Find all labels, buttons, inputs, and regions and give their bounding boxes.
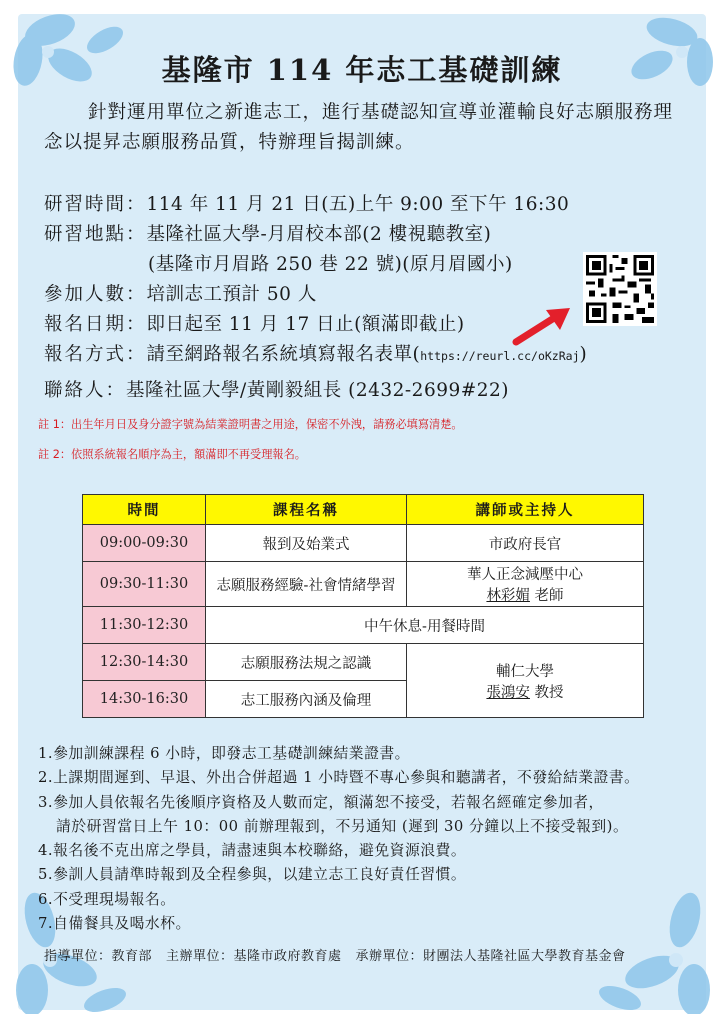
time-cell: 12:30-14:30: [83, 644, 206, 681]
rule-item: 1.參加訓練課程 6 小時，即發志工基礎訓練結業證書。: [38, 745, 410, 762]
info-contact: [44, 376, 509, 402]
intro-paragraph: 針對運用單位之新進志工，進行基礎認知宣導並灌輸良好志願服務理念以提昇志願服務品質，特辦理旨揭訓練。: [44, 102, 674, 153]
header-course: 課程名稱: [206, 495, 407, 525]
place-label: 研習地點：: [44, 224, 147, 245]
footer-units: [44, 945, 640, 964]
table-row: [83, 525, 644, 562]
page-title: 基隆市 114 年志工基礎訓練: [161, 53, 563, 87]
place-address: (基隆市月眉路 250 巷 22 號)(原月眉國小): [148, 254, 513, 275]
contact-label: 聯絡人：: [44, 380, 127, 401]
table-header-row: [83, 495, 644, 525]
header-host: 講師或主持人: [407, 495, 644, 525]
rule-item: 4.報名後不克出席之學員，請盡速與本校聯絡，避免資源浪費。: [38, 842, 467, 860]
deadline-label: 報名日期：: [44, 314, 147, 335]
time-value: 114 年 11 月 21 日(五)上午 9:00 至下午 16:30: [146, 194, 570, 215]
place-value: 基隆社區大學-月眉校本部(2 樓視聽教室): [146, 224, 492, 245]
host-person-line: [407, 584, 643, 605]
host-cell: 市政府長官: [407, 525, 644, 562]
host-title: 教授: [529, 684, 564, 701]
count-value: 培訓志工預計 50 人: [146, 284, 317, 305]
rules-list: [38, 742, 639, 936]
footer-guide: 指導單位：教育部: [44, 949, 153, 964]
info-method: [44, 340, 587, 366]
rule-item: 7.自備餐具及喝水杯。: [38, 915, 191, 933]
info-place-address: [148, 250, 513, 276]
time-cell: 09:30-11:30: [83, 562, 206, 607]
deadline-value: 即日起至 11 月 17 日止(額滿即截止): [146, 314, 465, 335]
method-close: ): [579, 344, 588, 365]
host-cell: [407, 644, 644, 718]
footer-host: 主辦單位：基隆市政府教育處: [166, 949, 342, 964]
method-value: 請至網路報名系統填寫報名表單(: [146, 344, 421, 365]
note-1: 註 1：出生年月日及身分證字號為結業證明書之用途，保密不外洩，請務必填寫清楚。: [38, 418, 463, 431]
footer-organizer: 承辦單位：財團法人基隆社區大學教育基金會: [355, 949, 626, 964]
method-label: 報名方式：: [44, 344, 147, 365]
table-row: [83, 607, 644, 644]
time-cell: 14:30-16:30: [83, 681, 206, 718]
rule-item: 5.參訓人員請準時報到及全程參與，以建立志工良好責任習慣。: [38, 866, 467, 884]
course-cell: 志願服務經驗-社會情緒學習: [206, 562, 407, 607]
course-cell: 志工服務內涵及倫理: [206, 681, 407, 718]
table-row: [83, 562, 644, 607]
host-title: 老師: [529, 588, 564, 604]
course-cell: 中午休息-用餐時間: [206, 607, 644, 644]
registration-link[interactable]: https://reurl.cc/oKzRaj: [420, 349, 580, 363]
schedule-table: [82, 494, 644, 718]
table-row: [83, 644, 644, 681]
note-2: 註 2：依照系統報名順序為主，額滿即不再受理報名。: [38, 448, 306, 461]
host-name: 林彩媚: [486, 588, 530, 604]
info-deadline: [44, 310, 465, 336]
host-org: 華人正念減壓中心: [467, 567, 583, 583]
host-cell: [407, 562, 644, 607]
rule-item: 2.上課期間遲到、早退、外出合併超過 1 小時暨不專心參與和聽講者，不發給結業證書。: [38, 769, 640, 787]
time-cell: 11:30-12:30: [83, 607, 206, 644]
header-time: 時間: [83, 495, 206, 525]
arrow-icon: [512, 306, 574, 346]
host-name: 張鴻安: [486, 684, 530, 701]
host-person-line: [407, 681, 643, 702]
host-org: 輔仁大學: [496, 663, 554, 680]
qr-code-icon[interactable]: [583, 252, 657, 326]
contact-value: 基隆社區大學/黃剛毅組長 (2432-2699#22): [126, 380, 510, 401]
course-cell: 報到及始業式: [206, 525, 407, 562]
course-cell: 志願服務法規之認識: [206, 644, 407, 681]
time-label: 研習時間：: [44, 194, 147, 215]
info-count: [44, 280, 317, 306]
time-cell: 09:00-09:30: [83, 525, 206, 562]
count-label: 參加人數：: [44, 284, 147, 305]
info-time: [44, 190, 569, 216]
info-place: [44, 220, 491, 246]
rule-item: 3.參加人員依報名先後順序資格及人數而定，額滿恕不接受，若報名經確定參加者，: [38, 793, 604, 811]
rule-item-continued: 請於研習當日上午 10：00 前辦理報到，不另通知 (遲到 30 分鐘以上不接受報到)。: [56, 817, 629, 835]
rule-item: 6.不受理現場報名。: [38, 890, 176, 908]
